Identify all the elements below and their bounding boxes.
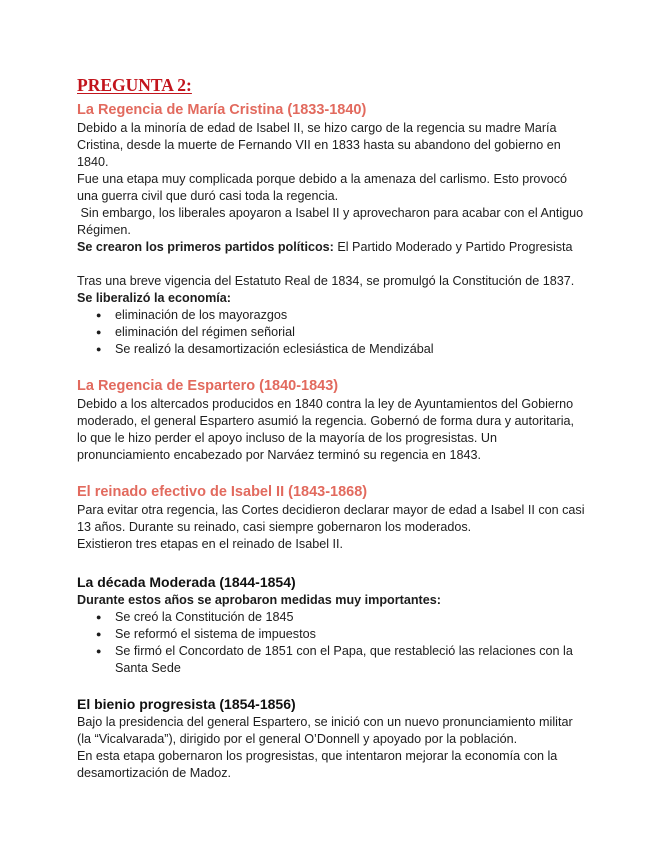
list-item: ● eliminación del régimen señorial — [115, 324, 585, 341]
section-espartero — [77, 376, 585, 464]
paragraph — [77, 592, 585, 609]
bold-lead: Se crearon los primeros partidos políticos: — [77, 240, 334, 254]
paragraph: Debido a la minoría de edad de Isabel II, se hizo cargo de la regencia su madre María Cristina, desde la muerte de Fernando VII en 1833 hasta su abandono del gobierno en 1840. — [77, 121, 561, 169]
list-item: ● eliminación de los mayorazgos — [115, 307, 585, 324]
list-item: ● Se realizó la desamortización eclesiástica de Mendizábal — [115, 341, 585, 358]
section-isabel-ii — [77, 482, 585, 553]
section-title: El reinado efectivo de Isabel II (1843-1868) — [77, 484, 368, 500]
section-title: La Regencia de Espartero (1840-1843) — [77, 378, 339, 394]
paragraph: En esta etapa gobernaron los progresistas, que intentaron mejorar la economía con la desamortización de Madoz. — [77, 749, 558, 780]
list-item: ● Se creó la Constitución de 1845 — [115, 609, 585, 626]
section-title: La década Moderada (1844-1854) — [77, 574, 296, 590]
list-item: ● Se firmó el Concordato de 1851 con el Papa, que restableció las relaciones con la Santa Sede — [115, 643, 585, 677]
paragraph — [77, 290, 585, 307]
paragraph: Tras una breve vigencia del Estatuto Real de 1834, se promulgó la Constitución de 1837. — [77, 274, 575, 288]
bullet-list — [77, 307, 585, 358]
paragraph: Para evitar otra regencia, las Cortes decidieron declarar mayor de edad a Isabel II con casi 13 años. Durante su reinado, casi siempre gobernaron los moderados. — [77, 503, 585, 534]
section-title: El bienio progresista (1854-1856) — [77, 696, 296, 712]
section-maria-cristina — [77, 100, 585, 358]
section-decada-moderada — [77, 572, 585, 677]
paragraph — [77, 239, 585, 256]
list-item: ● Se reformó el sistema de impuestos — [115, 626, 585, 643]
section-bienio-progresista — [77, 694, 585, 782]
paragraph: Debido a los altercados producidos en 1840 contra la ley de Ayuntamientos del Gobierno moderado, el general Espartero asumió la regencia. Gobernó de forma dura y autoritaria, lo que le hizo perder el apoyo incluso de la mayoría de los progresistas. Un pronunciamiento encabezado por Narváez terminó su regencia en 1843. — [77, 397, 575, 462]
paragraph: Sin embargo, los liberales apoyaron a Isabel II y aprovecharon para acabar con el Antiguo Régimen. — [77, 206, 587, 237]
question-heading: PREGUNTA 2: — [77, 75, 192, 95]
bold-lead: Se liberalizó la economía: — [77, 291, 231, 305]
bold-lead: Durante estos años se aprobaron medidas muy importantes: — [77, 593, 441, 607]
paragraph-text: El Partido Moderado y Partido Progresista — [333, 240, 573, 254]
section-title: La Regencia de María Cristina (1833-1840) — [77, 102, 367, 118]
paragraph: Bajo la presidencia del general Espartero, se inició con un nuevo pronunciamiento militar (la “Vicalvarada”), dirigido por el general O’Donnell y apoyado por la población. — [77, 715, 573, 746]
paragraph: Existieron tres etapas en el reinado de Isabel II. — [77, 537, 344, 551]
paragraph: Fue una etapa muy complicada porque debido a la amenaza del carlismo. Esto provocó una guerra civil que duró casi toda la regencia. — [77, 172, 568, 203]
bullet-list — [77, 609, 585, 677]
